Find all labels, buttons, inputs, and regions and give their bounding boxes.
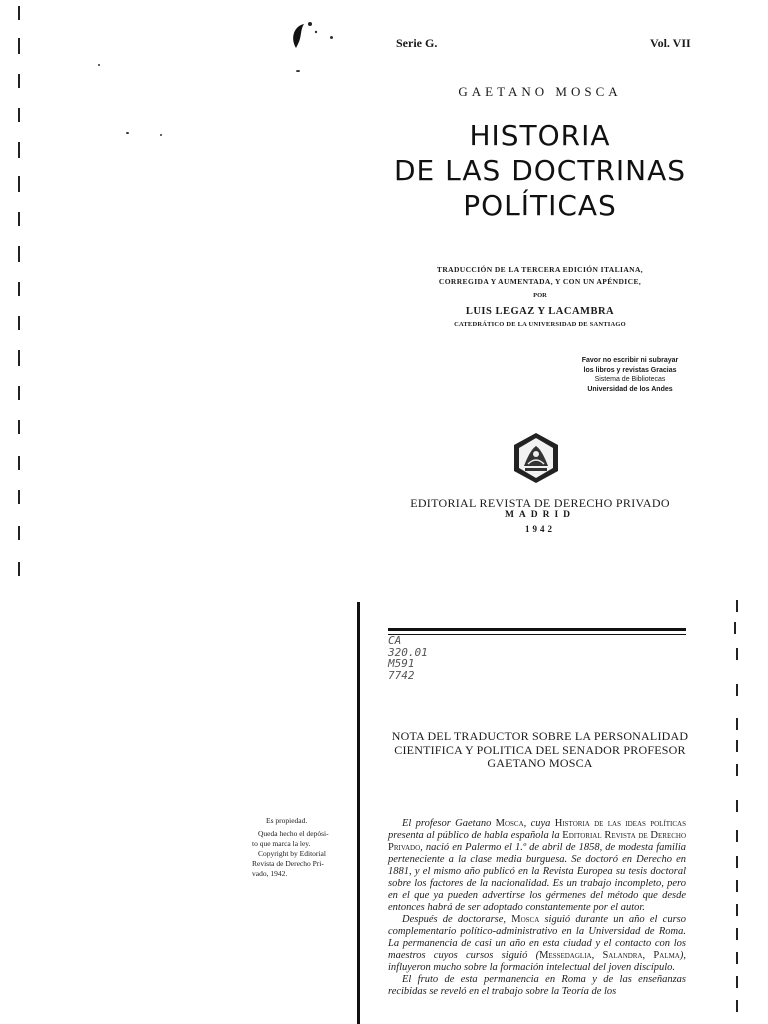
body-text bbox=[388, 818, 686, 998]
publisher-name: EDITORIAL REVISTA DE DERECHO PRIVADO bbox=[410, 496, 670, 510]
por-label: POR bbox=[533, 292, 547, 299]
handwritten-call-number bbox=[388, 635, 428, 681]
series-label: Serie G. bbox=[396, 36, 438, 50]
stamp-line: Sistema de Bibliotecas bbox=[594, 376, 666, 383]
scan-margin-mark bbox=[18, 74, 20, 88]
title-line: HISTORIA bbox=[469, 119, 611, 152]
translator-name: LUIS LEGAZ Y LACAMBRA bbox=[465, 306, 615, 317]
scan-margin-mark bbox=[736, 856, 738, 868]
scan-margin-mark bbox=[736, 600, 738, 612]
speck bbox=[296, 70, 300, 72]
page-edge-rule bbox=[357, 602, 360, 1024]
scan-margin-mark bbox=[736, 976, 738, 988]
scan-margin-mark bbox=[736, 740, 738, 752]
copyright-notice bbox=[252, 816, 362, 879]
scan-margin-mark bbox=[18, 316, 20, 330]
ink-smudge bbox=[286, 18, 326, 54]
call-number-line: 7742 bbox=[388, 668, 415, 682]
translator-title: CATEDRÁTICO DE LA UNIVERSIDAD DE SANTIAGO bbox=[454, 321, 626, 328]
copyright-line: Es propiedad. bbox=[266, 816, 308, 825]
scan-margin-mark bbox=[736, 764, 738, 776]
title-line: DE LAS DOCTRINAS bbox=[393, 154, 687, 187]
scan-margin-mark bbox=[18, 6, 20, 20]
speck bbox=[126, 132, 129, 134]
scan-margin-mark bbox=[18, 212, 20, 226]
book-title bbox=[360, 118, 720, 223]
header-rule bbox=[388, 628, 686, 631]
scan-margin-mark bbox=[18, 142, 20, 158]
copyright-line: Revista de Derecho Pri- bbox=[252, 859, 324, 868]
header-rule-thin bbox=[388, 634, 686, 635]
copyright-line: Queda hecho el depósi- bbox=[258, 829, 329, 838]
scan-margin-mark bbox=[18, 526, 20, 540]
section-title: NOTA DEL TRADUCTOR SOBRE LA PERSONALIDAD CIENTIFICA Y POLITICA DEL SENADOR PROFESOR GAETANO MOSCA bbox=[391, 729, 689, 770]
author-name: GAETANO MOSCA bbox=[458, 84, 622, 99]
scan-margin-mark bbox=[736, 684, 738, 696]
scan-margin-mark bbox=[18, 282, 20, 296]
stamp-line: Favor no escribir ni subrayar bbox=[581, 357, 679, 364]
publication-city: MADRID bbox=[504, 510, 576, 520]
copyright-line: to que marca la ley. bbox=[252, 839, 311, 848]
stamp-line: los libros y revistas Gracias bbox=[583, 366, 677, 374]
scan-margin-mark bbox=[18, 176, 20, 192]
title-line: POLÍTICAS bbox=[463, 189, 617, 222]
paragraph: Después de doctorarse, Mosca siguió durante un año el curso complementario político-administrativo en la Universidad de Roma. La permanencia de casi un año en esta ciudad y el contacto con los maestros cuyos cursos siguió (Messedaglia, Salandra, Palma), influyeron mucho sobre la formación intelectual del joven discípulo. bbox=[388, 914, 686, 973]
call-number-line: CA bbox=[388, 634, 402, 647]
scan-margin-mark bbox=[18, 562, 20, 576]
scan-margin-mark bbox=[18, 456, 20, 470]
publication-year: 1942 bbox=[525, 524, 555, 534]
library-stamp bbox=[560, 356, 700, 394]
paragraph: El fruto de esta permanencia en Roma y de las enseñanzas recibidas se reveló en el trabajo sobre la Teoría de los bbox=[388, 974, 686, 997]
scan-margin-mark bbox=[18, 38, 20, 54]
copyright-line: vado, 1942. bbox=[252, 869, 288, 878]
translation-note bbox=[400, 264, 680, 288]
scan-margin-mark bbox=[734, 622, 736, 634]
translation-note-line: CORREGIDA Y AUMENTADA, Y CON UN APÉNDICE, bbox=[438, 277, 642, 286]
publisher-emblem-icon bbox=[510, 432, 562, 484]
scan-margin-mark bbox=[736, 904, 738, 916]
scan-margin-mark bbox=[736, 952, 738, 964]
speck bbox=[330, 36, 333, 39]
call-number-line: M591 bbox=[388, 657, 415, 670]
scan-margin-mark bbox=[18, 490, 20, 504]
scan-margin-mark bbox=[736, 880, 738, 892]
scan-margin-mark bbox=[18, 108, 20, 122]
copyright-line: Copyright by Editorial bbox=[258, 849, 326, 858]
speck bbox=[160, 134, 162, 136]
scan-margin-mark bbox=[18, 386, 20, 400]
stamp-line: Universidad de los Andes bbox=[587, 385, 673, 393]
speck bbox=[98, 64, 100, 66]
scan-margin-mark bbox=[18, 350, 20, 366]
volume-label: Vol. VII bbox=[650, 36, 691, 50]
scan-margin-mark bbox=[736, 928, 738, 940]
scan-margin-mark bbox=[18, 246, 20, 262]
scan-margin-mark bbox=[18, 420, 20, 434]
scan-margin-mark bbox=[736, 718, 738, 730]
scan-margin-mark bbox=[736, 800, 738, 812]
scan-margin-mark bbox=[736, 648, 738, 660]
translation-note-line: TRADUCCIÓN DE LA TERCERA EDICIÓN ITALIANA, bbox=[436, 265, 644, 274]
call-number-line: 320.01 bbox=[388, 645, 428, 659]
scan-margin-mark bbox=[736, 1000, 738, 1012]
paragraph: El profesor Gaetano Mosca, cuya Historia de las ideas políticas presenta al público de habla española la Editorial Revista de Derecho Privado, nació en Palermo el 1.º de abril de 1858, de modesta familia perteneciente a la clase media burguesa. Se doctoró en Derecho en 1881, y el mismo año publicó en la Revista Europea su tesis doctoral sobre los factores de la nacionalidad. Es un trabajo incompleto, pero en el que ya pueden advertirse los gérmenes del método que desde entonces habrá de ser adoptado constantemente por el autor. bbox=[388, 818, 686, 913]
scan-margin-mark bbox=[736, 830, 738, 842]
